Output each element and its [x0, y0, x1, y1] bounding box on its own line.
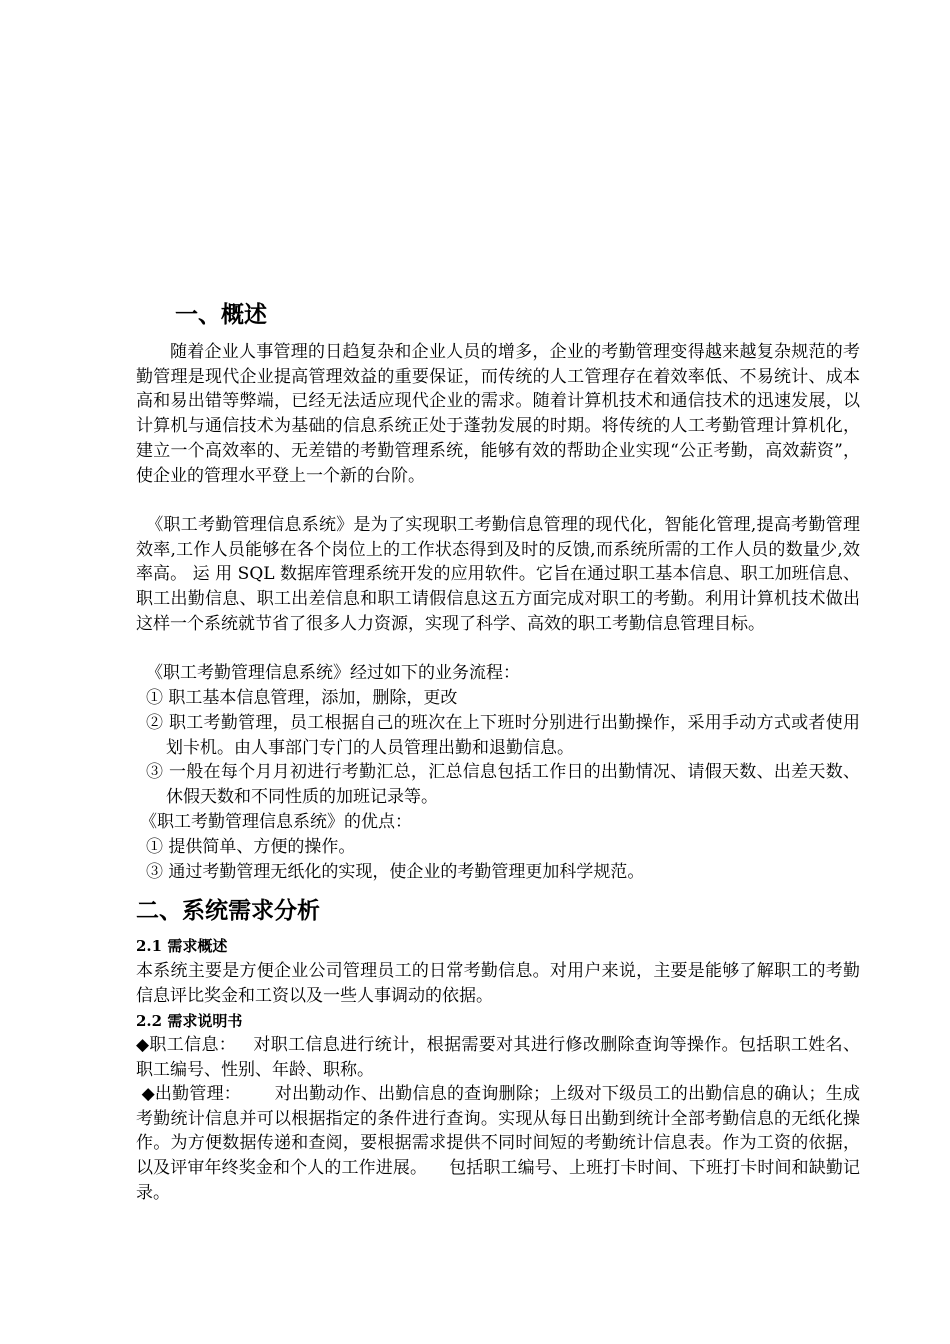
- overview-paragraph-1: 随着企业人事管理的日趋复杂和企业人员的增多，企业的考勤管理变得越来越复杂规范的考勤管理是现代企业提高管理效益的重要保证，而传统的人工管理存在着效率低、不易统计、成本高和易出错等弊端，已经无法适应现代企业的需求。随着计算机技术和通信技术的迅速发展，以计算机与通信技术为基础的信息系统正处于蓬勃发展的时期。将传统的人工考勤管理计算机化，建立一个高效率的、无差错的考勤管理系统，能够有效的帮助企业实现“公正考勤，高效薪资”，使企业的管理水平登上一个新的台阶。: [136, 342, 860, 486]
- requirements-overview-text: 本系统主要是方便企业公司管理员工的日常考勤信息。对用户来说，主要是能够了解职工的考勤信息评比奖金和工资以及一些人事调动的依据。: [136, 961, 860, 1006]
- flow-item-3: ③ 一般在每个月月初进行考勤汇总，汇总信息包括工作日的出勤情况、请假天数、出差天数、休假天数和不同性质的加班记录等。: [146, 762, 860, 807]
- spec-item-employee-info: ◆职工信息： 对职工信息进行统计，根据需要对其进行修改删除查询等操作。包括职工姓名、职工编号、性别、年龄、职称。: [136, 1035, 860, 1080]
- flow-intro: 《职工考勤管理信息系统》经过如下的业务流程：: [146, 663, 520, 683]
- overview-paragraph-2: 《职工考勤管理信息系统》是为了实现职工考勤信息管理的现代化，智能化管理,提高考勤管理效率,工作人员能够在各个岗位上的工作状态得到及时的反馈,而系统所需的工作人员的数量少,效率高。 运 用 SQL 数据库管理系统开发的应用软件。它旨在通过职工基本信息、职工加班信息、职工出勤信息、职工出差信息和职工请假信息这五方面完成对职工的考勤。利用计算机技术做出这样一个系统就节省了很多人力资源，实现了科学、高效的职工考勤信息管理目标。: [136, 515, 860, 634]
- flow-item-1: ① 职工基本信息管理，添加，删除，更改: [146, 688, 458, 708]
- section-heading-overview: 一、概述: [175, 302, 267, 328]
- spec-item-attendance: ◆出勤管理： 对出勤动作、出勤信息的查询删除；上级对下级员工的出勤信息的确认；生成考勤统计信息并可以根据指定的条件进行查询。实现从每日出勤到统计全部考勤信息的无纸化操作。为方便数据传递和查阅，要根据需求提供不同时间短的考勤统计信息表。作为工资的依据，以及评审年终奖金和个人的工作进展。 包括职工编号、上班打卡时间、下班打卡时间和缺勤记录。: [136, 1084, 860, 1203]
- section-heading-requirements: 二、系统需求分析: [136, 898, 320, 924]
- advantage-item-1: ① 提供简单、方便的操作。: [146, 837, 356, 857]
- advantage-item-2: ③ 通过考勤管理无纸化的实现，使企业的考勤管理更加科学规范。: [146, 862, 645, 882]
- subsection-title-overview: 2.1 需求概述: [136, 937, 228, 955]
- advantages-intro: 《职工考勤管理信息系统》的优点：: [140, 812, 412, 832]
- subsection-title-spec: 2.2 需求说明书: [136, 1012, 243, 1030]
- flow-item-2: ② 职工考勤管理，员工根据自己的班次在上下班时分别进行出勤操作，采用手动方式或者使用划卡机。由人事部门专门的人员管理出勤和退勤信息。: [146, 713, 860, 758]
